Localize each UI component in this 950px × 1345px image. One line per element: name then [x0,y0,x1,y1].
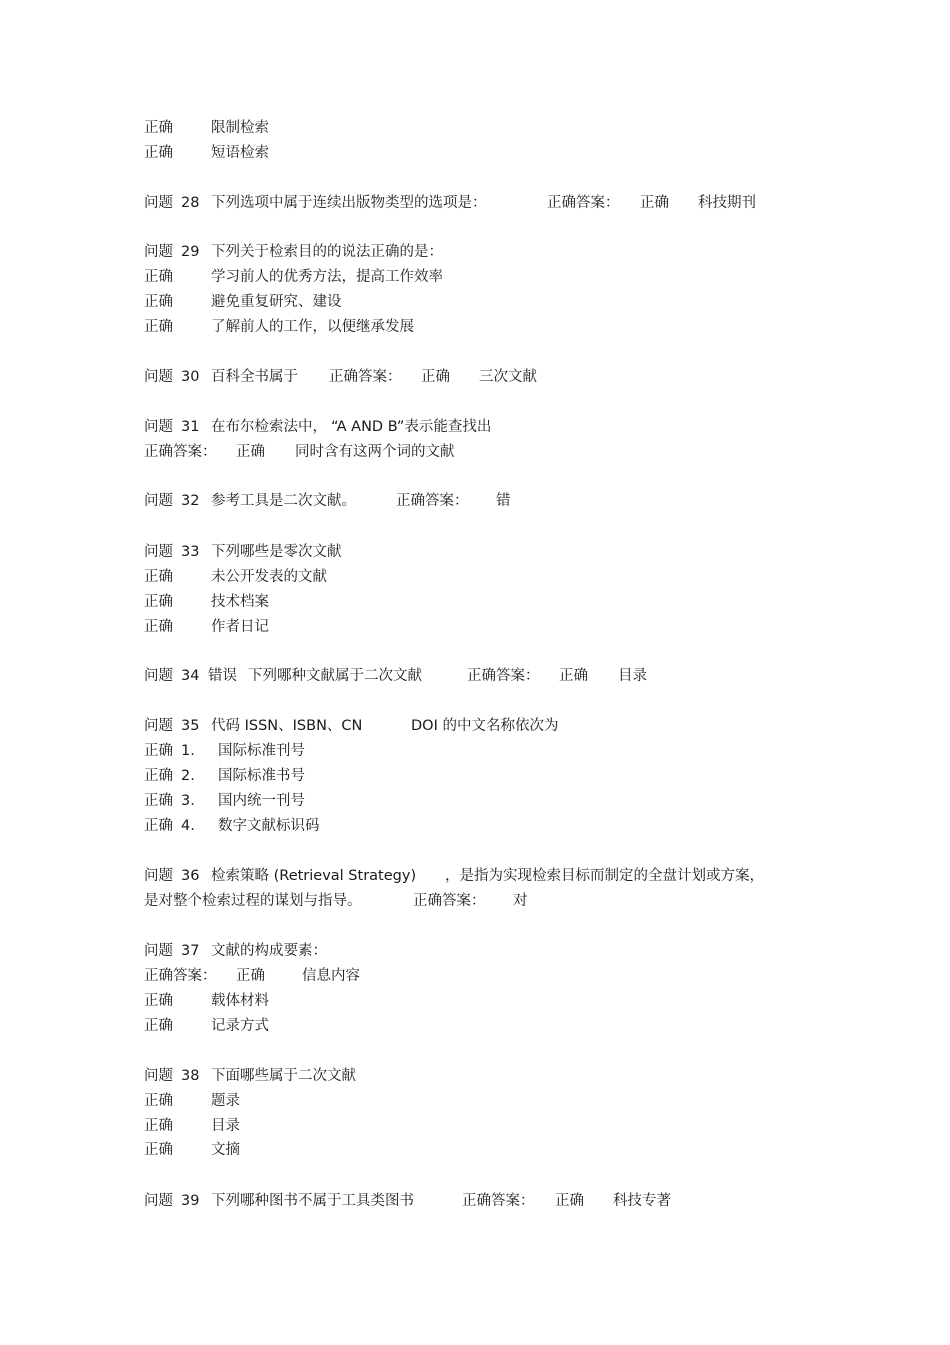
text-segment: 目录 [618,668,647,684]
text-line [0,192,950,214]
question-number: 31 [181,419,200,435]
text-line [0,740,950,762]
question-label: 问题 [144,718,173,734]
answer-label: 正确答案： [396,493,469,509]
text-line [0,990,950,1012]
text-segment: 文摘 [211,1142,240,1158]
text-line [0,1115,950,1137]
question-label: 问题 [144,1068,173,1084]
question-number: 30 [181,369,200,385]
text-line [0,815,950,837]
question-label: 问题 [144,943,173,959]
correct-mark: 正确 [144,993,173,1009]
text-segment: 避免重复研究、建设 [211,294,342,310]
text-line [0,117,950,139]
text-line [0,715,950,737]
text-segment: 作者日记 [211,619,269,635]
text-line [0,541,950,563]
correct-mark: 正确 [144,569,173,585]
text-segment: 国内统一刊号 [218,793,305,809]
correct-mark: 正确 [144,1118,173,1134]
question-label: 问题 [144,369,173,385]
text-line [0,416,950,438]
list-number: 1. [181,743,195,759]
text-segment: 题录 [211,1093,240,1109]
correct-mark: 正确 [144,269,173,285]
text-line [0,940,950,962]
text-segment: 检索策略 (Retrieval Strategy) [211,868,417,884]
text-segment: 信息内容 [302,968,360,984]
correct-mark: 正确 [144,743,173,759]
correct-mark: 正确 [144,1093,173,1109]
text-line [0,790,950,812]
text-line [0,142,950,164]
question-label: 问题 [144,1193,173,1209]
text-segment: 同时含有这两个词的文献 [295,444,455,460]
text-line [0,1090,950,1112]
text-line [0,490,950,512]
list-number: 4. [181,818,195,834]
question-label: 问题 [144,419,173,435]
correct-mark: 正确 [640,195,669,211]
question-label: 问题 [144,868,173,884]
question-number: 34 [181,668,200,684]
text-line [0,366,950,388]
text-segment: 对 [513,893,528,909]
text-line [0,890,950,912]
text-segment: 未公开发表的文献 [211,569,327,585]
correct-mark: 正确 [144,1142,173,1158]
text-line [0,266,950,288]
correct-mark: 正确 [555,1193,584,1209]
question-number: 29 [181,244,200,260]
text-line [0,1065,950,1087]
text-segment: 国际标准书号 [218,768,305,784]
answer-label: 正确答案： [144,968,217,984]
text-segment: 科技专著 [613,1193,671,1209]
wrong-mark: 错误 [208,668,237,684]
question-number: 35 [181,718,200,734]
text-segment: 数字文献标识码 [218,818,320,834]
question-label: 问题 [144,493,173,509]
text-segment: ，是指为实现检索目标而制定的全盘计划或方案， [445,868,764,884]
correct-mark: 正确 [144,793,173,809]
correct-mark: 正确 [236,968,265,984]
text-segment: 目录 [211,1118,240,1134]
question-number: 28 [181,195,200,211]
question-number: 32 [181,493,200,509]
text-segment: 下列哪些是零次文献 [211,544,342,560]
text-line [0,1139,950,1161]
correct-mark: 正确 [559,668,588,684]
text-segment: 学习前人的优秀方法，提高工作效率 [211,269,443,285]
correct-mark: 正确 [144,818,173,834]
text-segment: DOI 的中文名称依次为 [411,718,559,734]
answer-label: 正确答案： [144,444,217,460]
question-number: 37 [181,943,200,959]
list-number: 3. [181,793,195,809]
text-segment: 下列哪种图书不属于工具类图书 [211,1193,414,1209]
answer-label: 正确答案： [413,893,486,909]
correct-mark: 正确 [144,294,173,310]
text-segment: 下列哪种文献属于二次文献 [248,668,422,684]
text-segment: 技术档案 [211,594,269,610]
text-line [0,316,950,338]
text-segment: 限制检索 [211,120,269,136]
answer-label: 正确答案： [467,668,540,684]
correct-mark: 正确 [144,594,173,610]
question-number: 39 [181,1193,200,1209]
correct-mark: 正确 [144,120,173,136]
correct-mark: 正确 [421,369,450,385]
text-line [0,591,950,613]
text-line [0,965,950,987]
text-segment: 短语检索 [211,145,269,161]
text-segment: 下列选项中属于连续出版物类型的选项是： [211,195,487,211]
text-line [0,291,950,313]
text-segment: 代码 ISSN、ISBN、CN [211,718,363,734]
text-segment: 载体材料 [211,993,269,1009]
text-line [0,1190,950,1212]
text-line [0,665,950,687]
text-segment: 错 [496,493,511,509]
text-segment: 文献的构成要素： [211,943,327,959]
answer-label: 正确答案： [329,369,402,385]
correct-mark: 正确 [144,145,173,161]
text-line [0,241,950,263]
text-segment: 科技期刊 [698,195,756,211]
text-segment: 下列关于检索目的的说法正确的是： [211,244,443,260]
question-label: 问题 [144,244,173,260]
correct-mark: 正确 [144,319,173,335]
answer-label: 正确答案： [547,195,620,211]
text-segment: 三次文献 [479,369,537,385]
text-line [0,566,950,588]
question-label: 问题 [144,544,173,560]
text-line [0,1015,950,1037]
correct-mark: 正确 [144,619,173,635]
text-segment: 参考工具是二次文献。 [211,493,356,509]
text-segment: 记录方式 [211,1018,269,1034]
answer-label: 正确答案： [462,1193,535,1209]
question-number: 33 [181,544,200,560]
correct-mark: 正确 [144,768,173,784]
question-number: 38 [181,1068,200,1084]
text-line [0,765,950,787]
text-line [0,865,950,887]
question-label: 问题 [144,195,173,211]
question-number: 36 [181,868,200,884]
text-line [0,441,950,463]
correct-mark: 正确 [144,1018,173,1034]
text-segment: 下面哪些属于二次文献 [211,1068,356,1084]
text-segment: 了解前人的工作，以便继承发展 [211,319,414,335]
text-segment: “A AND B”表示能查找出 [331,419,492,435]
text-segment: 国际标准刊号 [218,743,305,759]
text-segment: 在布尔检索法中， [211,419,327,435]
correct-mark: 正确 [236,444,265,460]
list-number: 2. [181,768,195,784]
text-segment: 百科全书属于 [211,369,298,385]
text-line [0,616,950,638]
text-segment: 是对整个检索过程的谋划与指导。 [144,893,362,909]
question-label: 问题 [144,668,173,684]
